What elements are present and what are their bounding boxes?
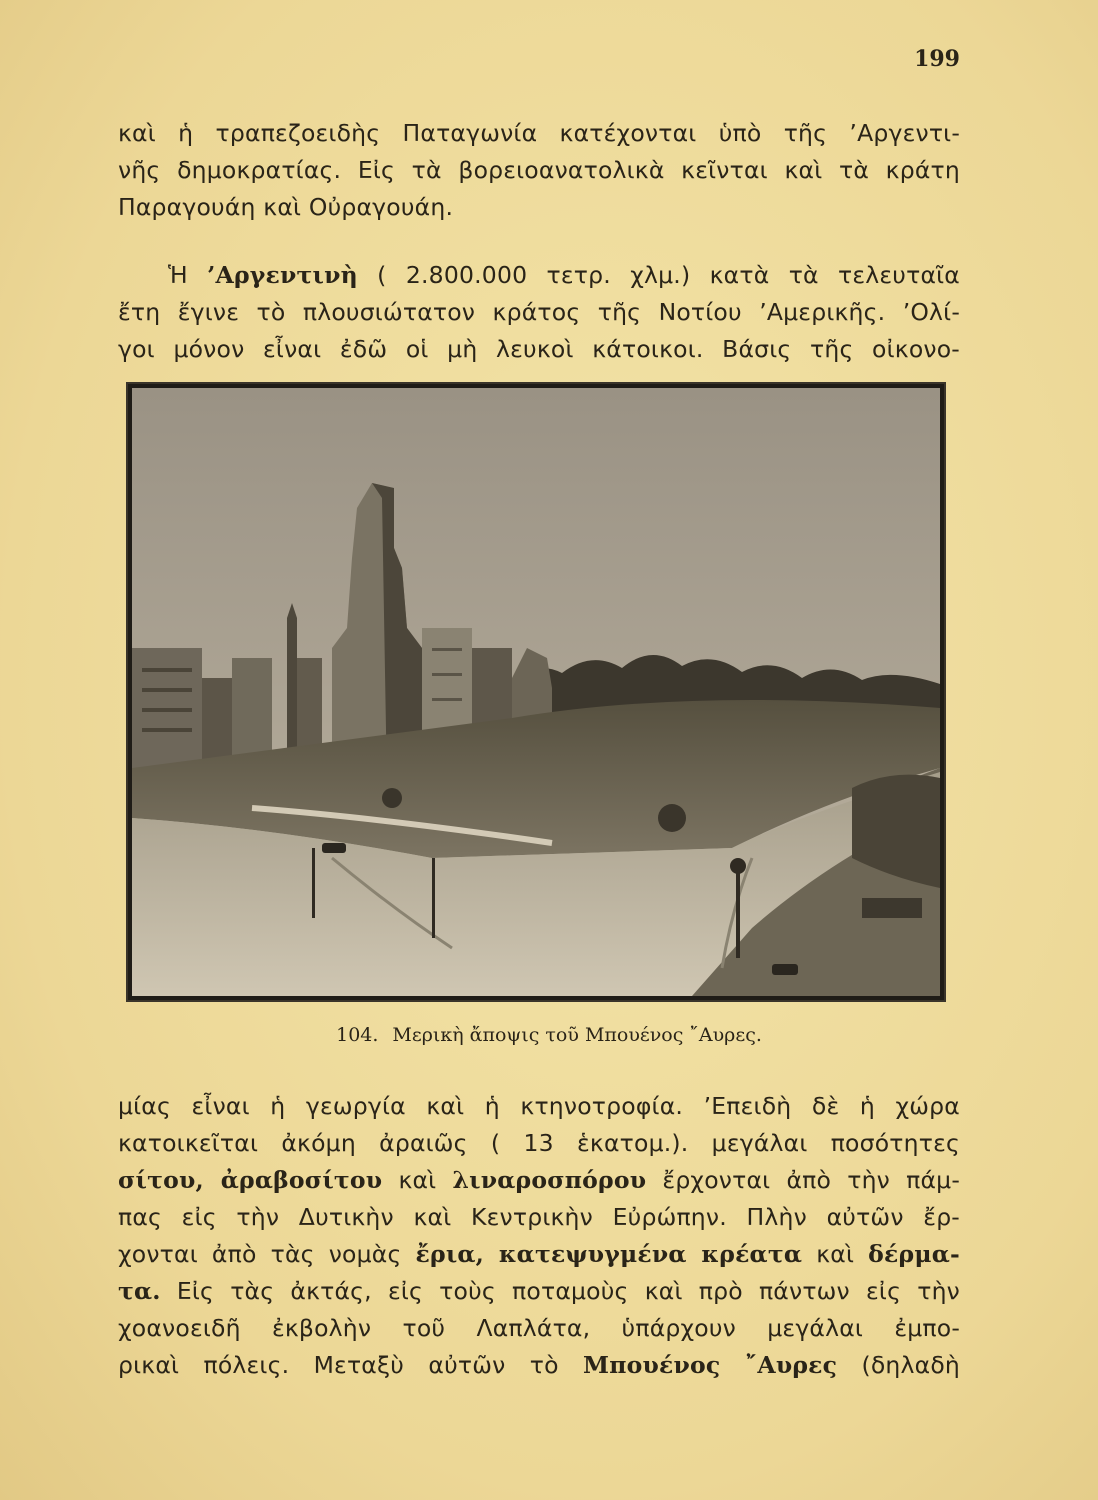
bold-term-argentina: ’Αργεντινὴ <box>207 261 358 289</box>
text-line <box>118 1236 960 1273</box>
text-run: Εἰς τὰς ἀκτάς, εἰς τοὺς ποταμοὺς καὶ πρὸ πάντων εἰς τὴν <box>160 1277 960 1305</box>
paragraph-2 <box>118 257 960 368</box>
text-run: ἔρχονται ἀπὸ τὴν πάμ- <box>646 1166 961 1194</box>
text-line: πας εἰς τὴν Δυτικὴν καὶ Κεντρικὴν Εὐρώπην. Πλὴν αὐτῶν ἔρ- <box>118 1203 960 1231</box>
text-line <box>118 1273 960 1310</box>
text-line: κατοικεῖται ἀκόμη ἀραιῶς ( 13 ἑκατομ.). μεγάλαι ποσότητες <box>118 1129 960 1157</box>
building <box>202 678 232 768</box>
text-line <box>118 1347 960 1384</box>
text-run: ρικαὶ πόλεις. Μεταξὺ αὐτῶν τὸ <box>118 1351 584 1379</box>
figure-photo <box>128 384 944 1000</box>
text-run: χονται ἀπὸ τὰς νομὰς <box>118 1240 416 1268</box>
figure-number: 104. <box>336 1024 379 1046</box>
text-line <box>118 1162 960 1199</box>
figure-caption-text: Μερικὴ ἄποψις τοῦ Μπουένος ῎Αυρες. <box>392 1024 762 1046</box>
text-line: μίας εἶναι ἡ γεωργία καὶ ἡ κτηνοτροφία. ’Επειδὴ δὲ ἡ χώρα <box>118 1092 960 1120</box>
paragraph-1 <box>118 115 960 226</box>
text-line: Παραγουάη καὶ Οὐραγουάη. <box>118 193 454 221</box>
bold-term: δέρμα- <box>868 1240 960 1268</box>
bold-term: σίτου, ἀραβοσίτου <box>118 1166 383 1194</box>
paragraph-3 <box>118 1088 960 1384</box>
text-run: καὶ <box>382 1166 453 1194</box>
text-line: ἔτη ἔγινε τὸ πλουσιώτατον κράτος τῆς Νοτίου ’Αμερικῆς. ’Ολί- <box>118 298 960 326</box>
page-number: 199 <box>914 46 960 72</box>
bold-term: ἔρια, κατεψυγμένα κρέατα <box>415 1240 803 1268</box>
text-run: καὶ <box>802 1240 869 1268</box>
bold-term-buenos-aires: Μπουένος ῎Αυρες <box>583 1351 838 1379</box>
text-line <box>118 257 960 294</box>
lamp-post <box>736 868 740 958</box>
text-run: Ἡ <box>168 261 208 289</box>
city-photo-illustration <box>132 388 940 996</box>
text-run: (δηλαδὴ <box>837 1351 960 1379</box>
text-line: γοι μόνον εἶναι ἐδῶ οἱ μὴ λευκοὶ κάτοικοι. Βάσις τῆς οἰκονο- <box>118 335 960 363</box>
figure-caption <box>0 1024 1098 1046</box>
spire <box>287 603 297 768</box>
bold-term: τα. <box>118 1277 161 1305</box>
text-line: καὶ ἡ τραπεζοειδὴς Παταγωνία κατέχονται ὑπὸ τῆς ’Αργεντι- <box>118 119 960 147</box>
car <box>322 843 346 853</box>
text-run: ( 2.800.000 τετρ. χλμ.) κατὰ τὰ τελευταῖα <box>357 261 960 289</box>
bold-term: λιναροσπόρου <box>452 1166 647 1194</box>
car <box>772 964 798 975</box>
text-line: χοανοειδῆ ἐκβολὴν τοῦ Λαπλάτα, ὑπάρχουν μεγάλαι ἐμπο- <box>118 1314 960 1342</box>
text-line: νῆς δημοκρατίας. Εἰς τὰ βορειοανατολικὰ κεῖνται καὶ τὰ κράτη <box>118 156 960 184</box>
